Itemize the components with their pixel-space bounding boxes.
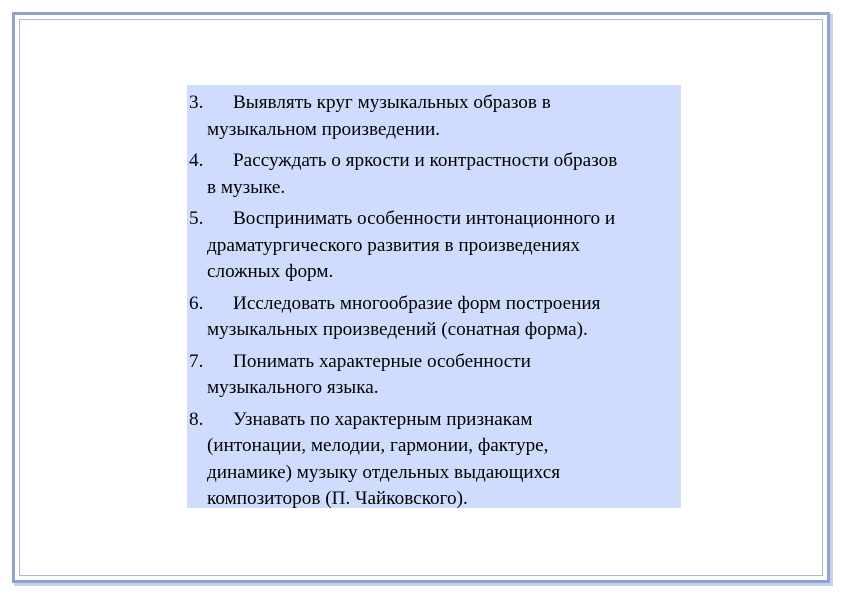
item-number: 4. [189, 150, 204, 171]
list-item [189, 148, 679, 201]
item-text-line: драматургического развития в произведениях [207, 234, 581, 256]
item-text-line: Исследовать многообразие форм построения [233, 292, 601, 314]
item-number: 6. [189, 292, 204, 314]
item-text-line: музыкальных произведений (сонатная форма). [207, 319, 588, 340]
item-text-line: Узнавать по характерным признакам [233, 408, 533, 430]
item-text-line: (интонации, мелодии, гармонии, фактуре, [207, 435, 549, 456]
item-number: 8. [189, 408, 204, 430]
list-item [189, 407, 679, 513]
item-text-line: композиторов (П. Чайковского). [207, 488, 468, 509]
list-item [189, 349, 679, 402]
item-text-line: сложных форм. [207, 261, 334, 282]
item-number: 5. [189, 208, 204, 229]
list-item [189, 291, 679, 344]
item-text-line: Воспринимать особенности интонационного и [233, 208, 616, 229]
item-text-line: Рассуждать о яркости и контрастности образов [233, 150, 618, 171]
item-number: 3. [189, 92, 204, 113]
item-text-line: музыкальном произведении. [207, 118, 441, 140]
slide-shadow-bottom [14, 583, 833, 586]
list-item [189, 206, 679, 286]
item-text-line: Выявлять круг музыкальных образов в [233, 92, 551, 113]
item-text-line: динамике) музыку отдельных выдающихся [207, 461, 561, 483]
item-text-line: в музыке. [207, 176, 286, 198]
item-text-line: Понимать характерные особенности [233, 350, 531, 372]
objectives-list [187, 85, 681, 508]
item-number: 7. [189, 350, 204, 372]
slide-shadow-right [830, 14, 833, 585]
list-item [189, 90, 679, 143]
item-text-line: музыкального языка. [207, 377, 379, 398]
